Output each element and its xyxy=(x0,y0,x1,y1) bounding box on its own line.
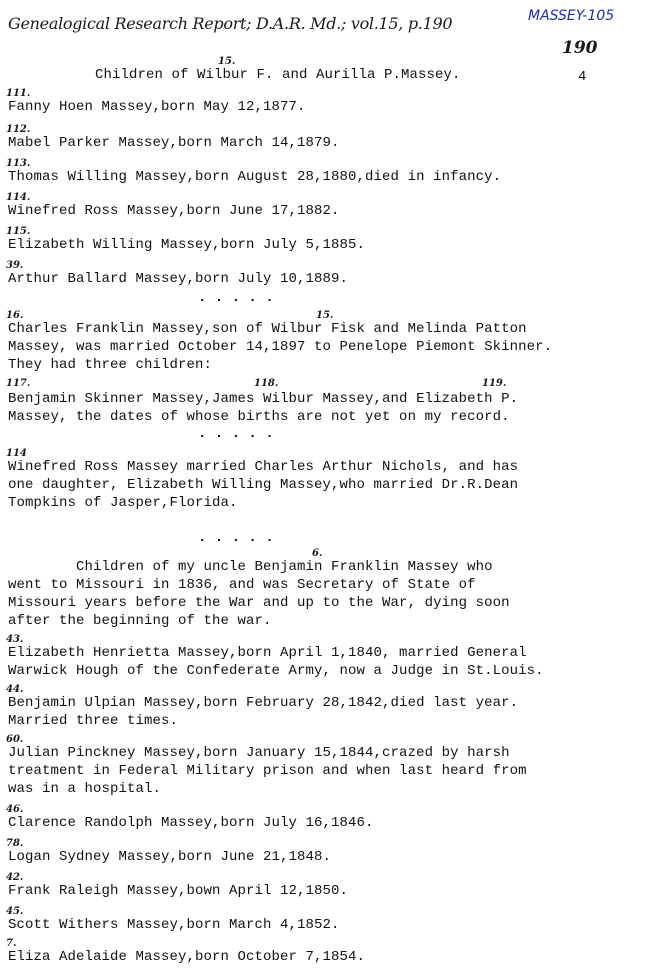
page-ref-annotation: 190 xyxy=(562,38,598,58)
paragraph-line: Massey, the dates of whose births are not yet on my record. xyxy=(8,409,510,425)
paragraph-ref: 119. xyxy=(482,378,507,389)
entry-line: Julian Pinckney Massey,born January 15,1844,crazed by harsh xyxy=(8,745,510,761)
entry-ref: 113. xyxy=(6,158,31,169)
page-number: 4 xyxy=(578,69,587,85)
entry-line: Logan Sydney Massey,born June 21,1848. xyxy=(8,849,332,865)
entry-line: Frank Raleigh Massey,bown April 12,1850. xyxy=(8,883,349,899)
entry-ref: 111. xyxy=(6,88,31,99)
paragraph-ref: 15. xyxy=(316,310,334,321)
paragraph-line: one daughter, Elizabeth Willing Massey,who married Dr.R.Dean xyxy=(8,477,519,493)
page-heading: Children of Wilbur F. and Aurilla P.Massey. xyxy=(95,67,461,83)
paragraph-line: Benjamin Skinner Massey,James Wilbur Massey,and Elizabeth P. xyxy=(8,391,519,407)
entry-line: Scott Withers Massey,born March 4,1852. xyxy=(8,917,340,933)
paragraph-line: after the beginning of the war. xyxy=(8,613,272,629)
paragraph-ref: 117. xyxy=(6,378,31,389)
entry-ref: 7. xyxy=(6,938,17,949)
paragraph-line: Tompkins of Jasper,Florida. xyxy=(8,495,238,511)
paragraph-line: Winefred Ross Massey married Charles Arthur Nichols, and has xyxy=(8,459,519,475)
separator-dots: . . . . . xyxy=(198,530,274,546)
source-annotation: Genealogical Research Report; D.A.R. Md.; vol.15, p.190 xyxy=(8,14,453,33)
paragraph-ref: 118. xyxy=(254,378,279,389)
entry-ref: 44. xyxy=(6,684,24,695)
entry-line: Arthur Ballard Massey,born July 10,1889. xyxy=(8,271,349,287)
entry-ref: 114. xyxy=(6,192,31,203)
entry-line: Married three times. xyxy=(8,713,179,729)
entry-ref: 46. xyxy=(6,804,24,815)
entry-line: Benjamin Ulpian Massey,born February 28,1842,died last year. xyxy=(8,695,519,711)
file-tag-annotation: MASSEY-105 xyxy=(528,8,615,24)
separator-dots: . . . . . xyxy=(198,426,274,442)
entry-ref: 60. xyxy=(6,734,24,745)
separator-dots: . . . . . xyxy=(198,290,274,306)
entry-ref: 115. xyxy=(6,226,31,237)
paragraph-line: Massey, was married October 14,1897 to Penelope Piemont Skinner. xyxy=(8,339,553,355)
entry-ref: 112. xyxy=(6,124,31,135)
paragraph-ref: 6. xyxy=(312,548,323,559)
entry-line: Warwick Hough of the Confederate Army, now a Judge in St.Louis. xyxy=(8,663,544,679)
entry-line: Elizabeth Willing Massey,born July 5,1885. xyxy=(8,237,366,253)
entry-line: was in a hospital. xyxy=(8,781,162,797)
entry-ref: 45. xyxy=(6,906,24,917)
entry-line: Elizabeth Henrietta Massey,born April 1,1840, married General xyxy=(8,645,527,661)
entry-line: Thomas Willing Massey,born August 28,1880,died in infancy. xyxy=(8,169,502,185)
entry-line: Clarence Randolph Massey,born July 16,1846. xyxy=(8,815,374,831)
entry-ref: 78. xyxy=(6,838,24,849)
entry-line: Mabel Parker Massey,born March 14,1879. xyxy=(8,135,340,151)
heading-ref: 15. xyxy=(218,56,236,67)
entry-line: Fanny Hoen Massey,born May 12,1877. xyxy=(8,99,306,115)
entry-line: treatment in Federal Military prison and when last heard from xyxy=(8,763,527,779)
paragraph-ref: 16. xyxy=(6,310,24,321)
paragraph-line: They had three children: xyxy=(8,357,213,373)
entry-line: Eliza Adelaide Massey,born October 7,1854. xyxy=(8,949,366,965)
paragraph-line: went to Missouri in 1836, and was Secretary of State of xyxy=(8,577,476,593)
paragraph-line: Children of my uncle Benjamin Franklin Massey who xyxy=(8,559,493,575)
paragraph-ref: 114 xyxy=(6,448,27,459)
entry-ref: 43. xyxy=(6,634,24,645)
entry-ref: 39. xyxy=(6,260,24,271)
entry-line: Winefred Ross Massey,born June 17,1882. xyxy=(8,203,340,219)
entry-ref: 42. xyxy=(6,872,24,883)
paragraph-line: Missouri years before the War and up to the War, dying soon xyxy=(8,595,510,611)
paragraph-line: Charles Franklin Massey,son of Wilbur Fisk and Melinda Patton xyxy=(8,321,527,337)
